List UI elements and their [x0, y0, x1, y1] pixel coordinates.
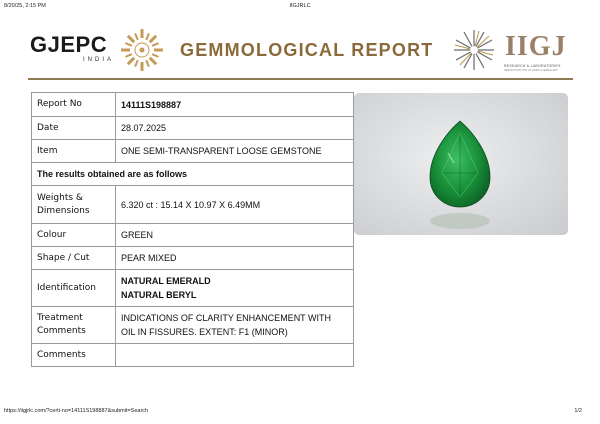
- item-label: Item: [32, 140, 116, 163]
- treatment-label: [32, 307, 116, 344]
- treatment-label-line2: Comments: [37, 326, 86, 336]
- treatment-line2: OIL IN FISSURES. EXTENT: F1 (MINOR): [121, 327, 288, 337]
- identification-value: [116, 270, 354, 307]
- gemstone-photo: [354, 93, 568, 235]
- report-table: [31, 92, 354, 367]
- row-shape: [32, 247, 354, 270]
- row-date: [32, 117, 354, 140]
- weights-label-line2: Dimensions: [37, 205, 90, 216]
- row-results-heading: [32, 163, 354, 186]
- gjepc-logo-text: GJEPC: [30, 32, 108, 57]
- weights-value: 6.320 ct : 15.14 X 10.97 X 6.49MM: [116, 186, 354, 224]
- row-identification: [32, 270, 354, 307]
- gemstone-image: [354, 93, 568, 235]
- row-item: [32, 140, 354, 163]
- gjepc-logo: [30, 34, 118, 63]
- comments-value: [116, 344, 354, 367]
- iigj-logo-text: IIGJ: [505, 31, 567, 62]
- treatment-line1: INDICATIONS OF CLARITY ENHANCEMENT WITH: [121, 313, 332, 323]
- shape-label: Shape / Cut: [32, 247, 116, 270]
- shape-value: PEAR MIXED: [116, 247, 354, 270]
- header-divider: [28, 78, 573, 80]
- iigj-logo-subtitle: RESEARCH & LABORATORIES: [504, 64, 561, 68]
- treatment-label-line1: Treatment: [37, 313, 83, 323]
- row-comments: [32, 344, 354, 367]
- row-colour: [32, 224, 354, 247]
- browser-page-title: IIGJRLC: [289, 3, 311, 9]
- report-no-label: Report No: [32, 93, 116, 117]
- colour-label: Colour: [32, 224, 116, 247]
- gjepc-sun-icon: [120, 28, 164, 72]
- report-no-value: 14111S198887: [116, 93, 354, 117]
- iigj-logo-tagline: INDIAN INSTITUTE OF GEMS & JEWELLERY: [504, 69, 559, 72]
- weights-label: [32, 186, 116, 224]
- treatment-value: [116, 307, 354, 344]
- report-title: GEMMOLOGICAL REPORT: [180, 40, 434, 60]
- date-label: Date: [32, 117, 116, 140]
- page-url: https://iigjrlc.com/?certi-no=14111S198887&submit=Search: [4, 408, 149, 414]
- identification-label: Identification: [32, 270, 116, 307]
- row-treatment: [32, 307, 354, 344]
- results-heading: The results obtained are as follows: [32, 163, 354, 186]
- comments-label: Comments: [32, 344, 116, 367]
- row-report-no: [32, 93, 354, 117]
- weights-label-line1: Weights &: [37, 192, 83, 203]
- gjepc-logo-country: INDIA: [82, 57, 114, 63]
- iigj-starburst-icon: [452, 28, 496, 72]
- identification-line1: NATURAL EMERALD: [121, 276, 211, 286]
- browser-datetime: 8/20/25, 2:15 PM: [4, 3, 46, 9]
- date-value: 28.07.2025: [116, 117, 354, 140]
- identification-line2: NATURAL BERYL: [121, 290, 197, 300]
- page-number: 1/2: [574, 408, 582, 414]
- row-weights: [32, 186, 354, 224]
- item-value: ONE SEMI-TRANSPARENT LOOSE GEMSTONE: [116, 140, 354, 163]
- colour-value: GREEN: [116, 224, 354, 247]
